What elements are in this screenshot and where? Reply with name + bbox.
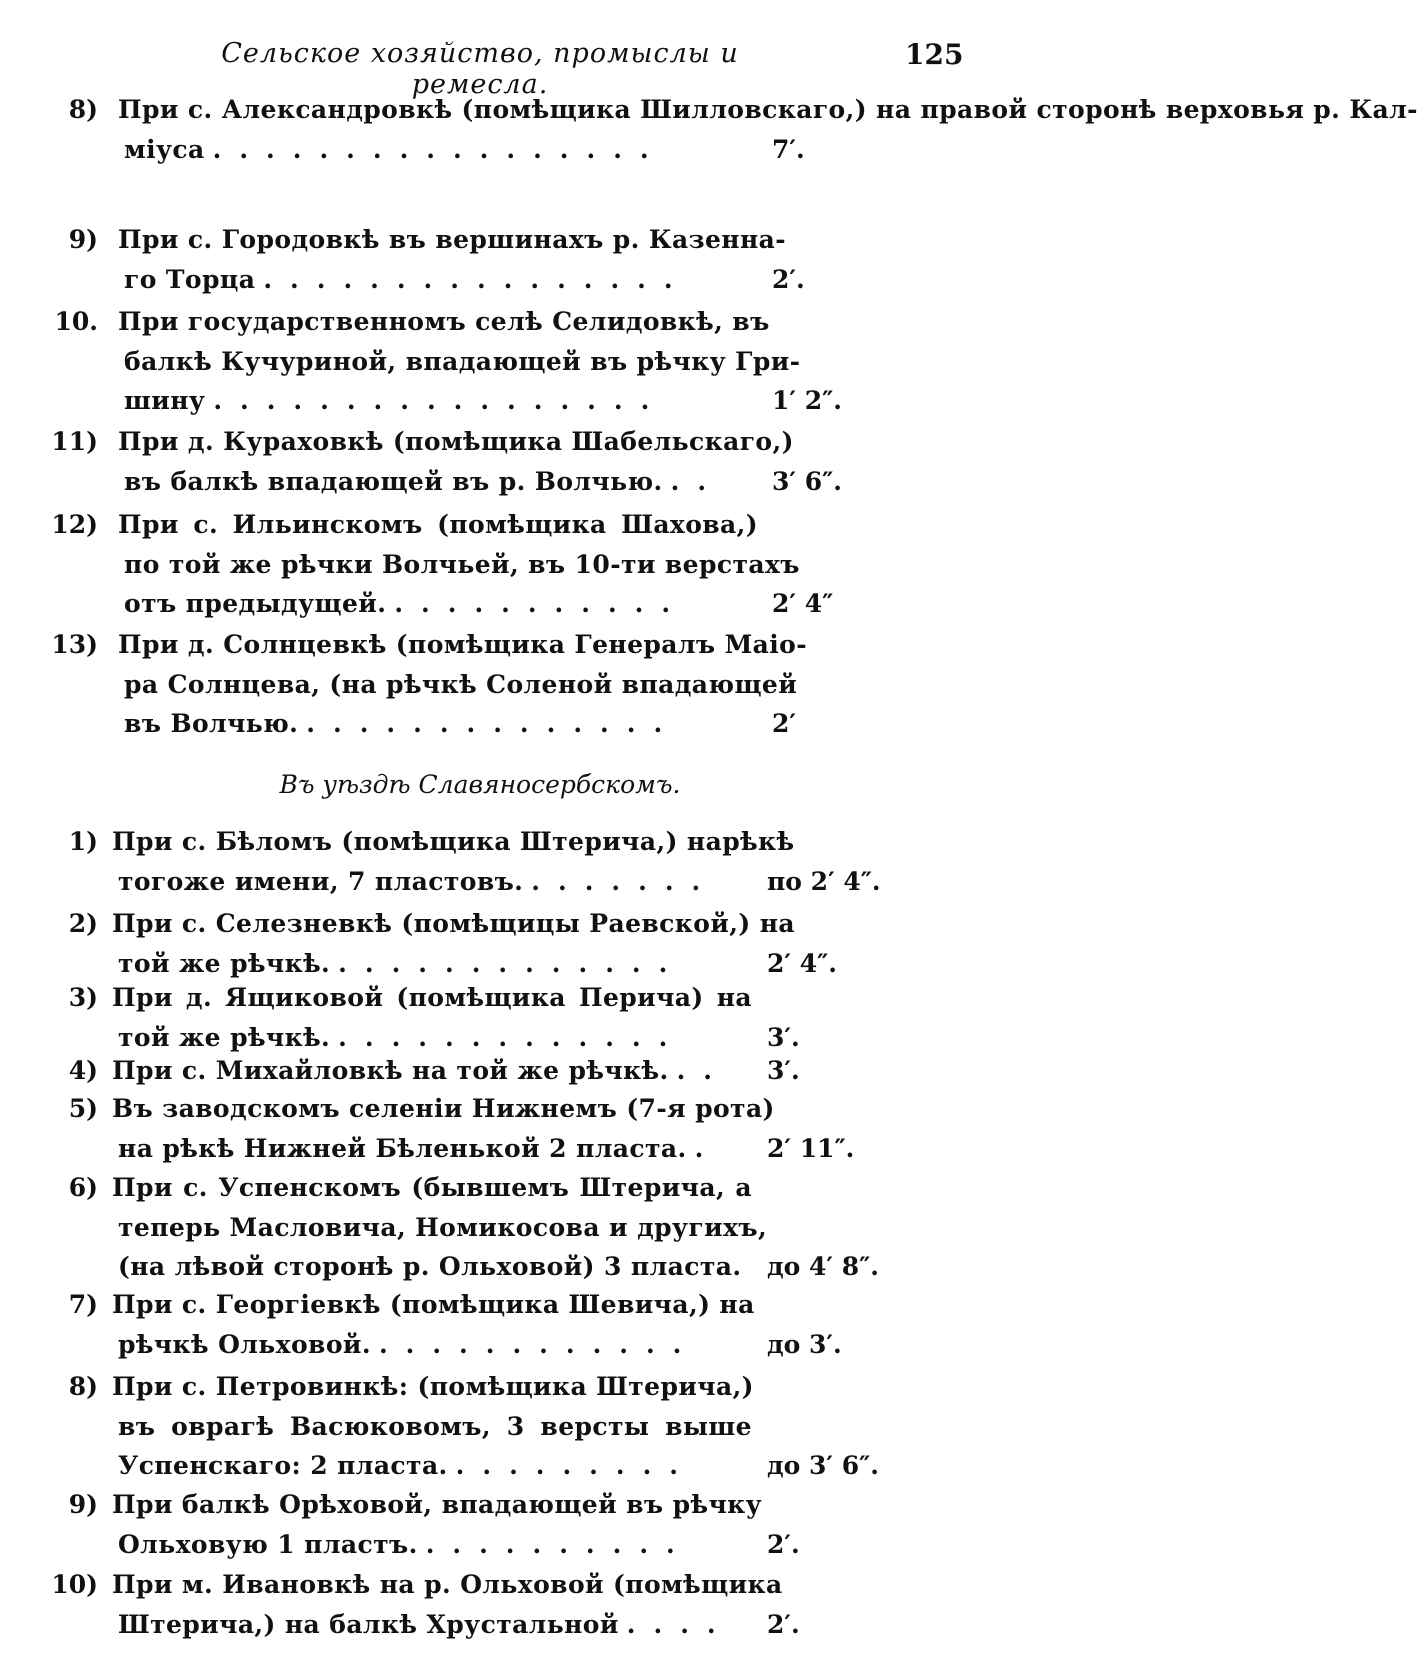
entry-value: 3′ 6″. (772, 466, 842, 496)
entry-value: по 2′ 4″. (767, 866, 881, 896)
entry-number: 6) (68, 1173, 98, 1202)
dot-leader: .............. (306, 709, 681, 738)
section-title: Въ уѣздѣ Славяносербскомъ. (279, 770, 681, 799)
entry-value: 2′. (772, 264, 805, 294)
dot-leader: .. (676, 1056, 731, 1085)
entry-text-line: въ Волчью. (124, 709, 299, 738)
entry-number: 12) (51, 510, 98, 539)
entry-value: 2′ (772, 709, 796, 738)
page-number: 125 (905, 38, 964, 71)
entry-text-line: въ оврагѣ Васюковомъ, 3 версты выше (118, 1411, 752, 1441)
entry-text-line: ра Солнцева, (на рѣчкѣ Соленой впадающей (124, 669, 798, 699)
running-title: Сельское хозяйство, промыслы и ремесла. (221, 38, 739, 100)
entry-value: 2′ 4″ (772, 589, 834, 618)
entry-value: до 4′ 8″. (767, 1252, 879, 1281)
entry-text-line: (на лѣвой сторонѣ р. Ольховой) 3 пласта. (118, 1252, 742, 1281)
entry-number: 9) (68, 1490, 98, 1519)
entry-number: 8) (68, 95, 98, 124)
entry-text-line: При м. Ивановкѣ на р. Ольховой (помѣщика (112, 1570, 783, 1599)
dot-leader: ............ (378, 1329, 700, 1359)
entry-number: 5) (68, 1094, 98, 1123)
entry-text-line: рѣчкѣ Ольховой. (118, 1329, 371, 1359)
entry-text-line: При с. Успенскомъ (бывшемъ Штерича, а (112, 1173, 752, 1202)
entry-value: 3′. (767, 1056, 800, 1085)
entry-text-line: При д. Солнцевкѣ (помѣщика Генералъ Маіо- (118, 630, 808, 659)
entry-value: 7′. (772, 134, 805, 164)
entry-text-line: При с. Петровинкѣ: (помѣщика Штерича,) (112, 1372, 754, 1401)
dot-leader: ................ (263, 264, 691, 294)
entry-text-line: При государственномъ селѣ Селидовкѣ, въ (118, 307, 770, 336)
entry-text-line: При д. Ящиковой (помѣщика Перича) на (112, 983, 752, 1012)
entry-text-line: той же рѣчкѣ. (118, 1022, 331, 1052)
entry-number: 2) (68, 909, 98, 938)
entry-text-line: го Торца (124, 264, 256, 294)
dot-leader: ........... (394, 589, 689, 618)
entry-text-line: При с. Ильинскомъ (помѣщика Шахова,) (118, 510, 758, 539)
entry-value: 3′. (767, 1022, 800, 1052)
entry-text-line: шину (124, 386, 206, 415)
entry-text-line: Ольховую 1 пластъ. (118, 1529, 418, 1559)
entry-text-line: При с. Селезневкѣ (помѣщицы Раевской,) на (112, 909, 795, 938)
entry-text-line: по той же рѣчки Волчьей, въ 10-ти верстахъ (124, 549, 800, 579)
dot-leader: ................. (212, 134, 667, 164)
entry-text-line: Успенскаго: 2 пласта. (118, 1451, 448, 1480)
entry-number: 4) (68, 1056, 98, 1085)
entry-text-line: При д. Кураховкѣ (помѣщика Шабельскаго,) (118, 427, 794, 456)
entry-number: 8) (68, 1372, 98, 1401)
dot-leader: ....... (531, 866, 719, 896)
entry-text-line: При с. Михайловкѣ на той же рѣчкѣ. (112, 1056, 669, 1085)
entry-value: до 3′ 6″. (767, 1451, 879, 1480)
entry-text-line: Въ заводскомъ селеніи Нижнемъ (7-я рота) (112, 1094, 775, 1123)
dot-leader: . (694, 1133, 722, 1163)
entry-text-line: въ балкѣ впадающей въ р. Волчью. (124, 466, 663, 496)
entry-number: 7) (68, 1290, 98, 1319)
entry-text-line: При с. Георгіевкѣ (помѣщика Шевича,) на (112, 1290, 755, 1319)
dot-leader: ................. (213, 386, 668, 415)
dot-leader: .......... (425, 1529, 693, 1559)
entry-value: 2′ 4″. (767, 948, 837, 978)
entry-text-line: При с. Городовкѣ въ вершинахъ р. Казенна- (118, 225, 787, 254)
dot-leader: ............. (338, 948, 686, 978)
entry-number: 1) (68, 827, 98, 856)
entry-number: 3) (68, 983, 98, 1012)
entry-text-line: балкѣ Кучуриной, впадающей въ рѣчку Гри- (124, 346, 801, 376)
entry-text-line: При балкѣ Орѣховой, впадающей въ рѣчку (112, 1490, 763, 1519)
entry-number: 11) (51, 427, 98, 456)
dot-leader: ......... (455, 1451, 696, 1480)
entry-value: 2′ 11″. (767, 1133, 855, 1163)
entry-value: до 3′. (767, 1329, 842, 1359)
dot-leader: .... (626, 1609, 734, 1639)
entry-value: 2′. (767, 1609, 800, 1639)
dot-leader: ............. (338, 1022, 686, 1052)
dot-leader: .. (670, 466, 725, 496)
entry-text-line: тогоже имени, 7 пластовъ. (118, 866, 524, 896)
entry-text-line: теперь Масловича, Номикосова и другихъ, (118, 1212, 768, 1242)
entry-text-line: Штерича,) на балкѣ Хрустальной (118, 1609, 619, 1639)
entry-text-line: отъ предыдущей. (124, 589, 387, 618)
entry-number: 13) (51, 630, 98, 659)
entry-number: 9) (68, 225, 98, 254)
entry-text-line: на рѣкѣ Нижней Бѣленькой 2 пласта. (118, 1133, 687, 1163)
entry-text-line: При с. Александровкѣ (помѣщика Шилловскаго,) на правой сторонѣ верховья р. Кал- (118, 95, 1418, 124)
entry-text-line: При с. Бѣломъ (помѣщика Штерича,) нарѣкѣ (112, 827, 795, 856)
entry-number: 10) (51, 1570, 98, 1599)
entry-value: 2′. (767, 1529, 800, 1559)
entry-text-line: той же рѣчкѣ. (118, 948, 331, 978)
entry-text-line: міуса (124, 134, 205, 164)
entry-number: 10. (54, 307, 98, 336)
entry-value: 1′ 2″. (772, 386, 842, 415)
